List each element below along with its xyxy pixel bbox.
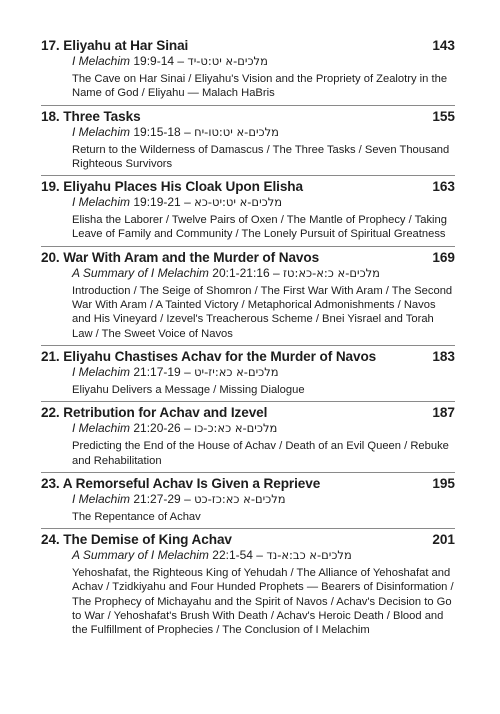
toc-entry-24[interactable] xyxy=(41,529,455,641)
page-number: 163 xyxy=(432,179,455,195)
chapter-source: A Summary of I Melachim 20:1-21:16 – מלכים-א כ:א-כא:טז xyxy=(72,265,380,280)
chapter-sections: Predicting the End of the House of Achav / Death of an Evil Queen / Rebuke and Rehabilitation xyxy=(72,440,449,467)
chapter-source: A Summary of I Melachim 22:1-54 – מלכים-א כב:א-נד xyxy=(72,548,352,563)
chapter-title: 18. Three Tasks xyxy=(41,108,141,124)
toc-entry-20[interactable] xyxy=(41,247,455,346)
page-number: 187 xyxy=(432,405,455,421)
toc-entry-22[interactable] xyxy=(41,402,455,473)
chapter-sections: The Repentance of Achav xyxy=(72,510,201,523)
chapter-title: 21. Eliyahu Chastises Achav for the Murder of Navos xyxy=(41,348,377,364)
chapter-title: 19. Eliyahu Places His Cloak Upon Elisha xyxy=(41,179,303,195)
page-number: 183 xyxy=(432,348,455,364)
page-number: 195 xyxy=(432,475,455,491)
chapter-sections: Return to the Wilderness of Damascus / The Three Tasks / Seven Thousand Righteous Survivors xyxy=(72,143,450,170)
chapter-sections: The Cave on Har Sinai / Eliyahu's Vision and the Propriety of Zealotry in the Name of God / Eliyahu — Malach HaBris xyxy=(72,73,448,100)
page-number: 169 xyxy=(432,249,455,265)
chapter-source: I Melachim 19:19-21 – מלכים-א יט:יט-כא xyxy=(72,195,283,210)
chapter-source: I Melachim 21:27-29 – מלכים-א כא:כז-כט xyxy=(72,491,286,506)
toc-entry-19[interactable] xyxy=(41,176,455,247)
chapter-title: 23. A Remorseful Achav Is Given a Reprieve xyxy=(41,475,321,491)
page-number: 143 xyxy=(432,38,455,53)
chapter-title: 17. Eliyahu at Har Sinai xyxy=(41,38,189,53)
chapter-title: 22. Retribution for Achav and Izevel xyxy=(41,405,268,421)
toc-entry-17[interactable] xyxy=(41,38,455,106)
chapter-title: 20. War With Aram and the Murder of Navos xyxy=(41,249,320,265)
chapter-source: I Melachim 19:15-18 – מלכים-א יט:טו-יח xyxy=(72,124,279,139)
chapter-sections: Elisha the Laborer / Twelve Pairs of Oxen / The Mantle of Prophecy / Taking Leave of Family and Community / The Lonely Pursuit of Spiritual Greatness xyxy=(72,214,447,241)
chapter-sections: Yehoshafat, the Righteous King of Yehudah / The Alliance of Yehoshafat and Achav / Tzidkiyahu and Four Hunded Prophets — Bearers of Disinformation / The Prophecy of Michayahu and the Spirit of Navos / Achav's Decision to Go to War / Yehoshafat's Brush With Death / Achav's Heroic Death / Blood and the Fulfillment of Prophecies / The Conclusion of I Melachim xyxy=(72,567,454,637)
chapter-sections: Eliyahu Delivers a Message / Missing Dialogue xyxy=(72,383,305,396)
chapter-sections: Introduction / The Seige of Shomron / The First War With Aram / The Second War With Aram / A Tainted Victory / Metaphorical Admonishments / Navos and His Vineyard / Izevel's Treacherous Scheme / Bnei Yisrael and Torah Law / The Sweet Voice of Navos xyxy=(72,284,453,340)
chapter-source: I Melachim 21:17-19 – מלכים-א כא:יז-יט xyxy=(72,364,279,379)
table-of-contents xyxy=(41,38,455,642)
toc-entry-21[interactable] xyxy=(41,346,455,402)
chapter-source: I Melachim 21:20-26 – מלכים-א כא:כ-כו xyxy=(72,421,278,436)
chapter-title: 24. The Demise of King Achav xyxy=(41,532,232,548)
page-number: 201 xyxy=(432,532,455,548)
toc-entry-18[interactable] xyxy=(41,106,455,177)
page-number: 155 xyxy=(432,108,455,124)
chapter-source: I Melachim 19:9-14 – מלכים-א יט:ט-יד xyxy=(72,54,268,68)
toc-entry-23[interactable] xyxy=(41,473,455,529)
